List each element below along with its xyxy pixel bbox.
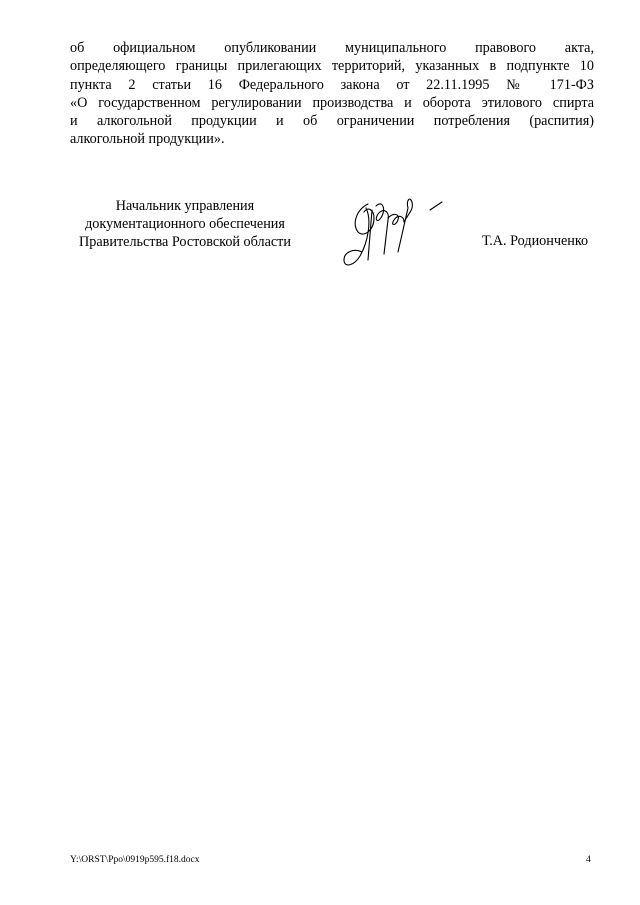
position-line: Правительства Ростовской области — [79, 234, 291, 251]
footer-file-path: Y:\ORST\Ppo\0919p595.f18.docx — [70, 855, 200, 865]
handwritten-signature-icon — [338, 190, 458, 276]
paragraph-line: пункта 2 статьи 16 Федерального закона от 22.11.1995 № 171-ФЗ — [70, 76, 594, 93]
paragraph-line: определяющего границы прилегающих территорий, указанных в подпункте 10 — [70, 58, 594, 75]
signer-name: Т.А. Родионченко — [482, 233, 589, 249]
paragraph-line: и алкогольной продукции и об ограничении потребления (распития) — [70, 113, 594, 130]
page-number: 4 — [586, 855, 591, 865]
position-line: Начальник управления — [115, 198, 255, 214]
body-paragraph — [70, 39, 594, 149]
paragraph-line: алкогольной продукции». — [70, 131, 225, 148]
position-line: документационного обеспечения — [85, 216, 285, 233]
signer-position — [60, 197, 310, 252]
paragraph-line: «О государственном регулировании производства и оборота этилового спирта — [70, 94, 594, 111]
paragraph-line: об официальном опубликовании муниципального правового акта, — [70, 40, 594, 56]
